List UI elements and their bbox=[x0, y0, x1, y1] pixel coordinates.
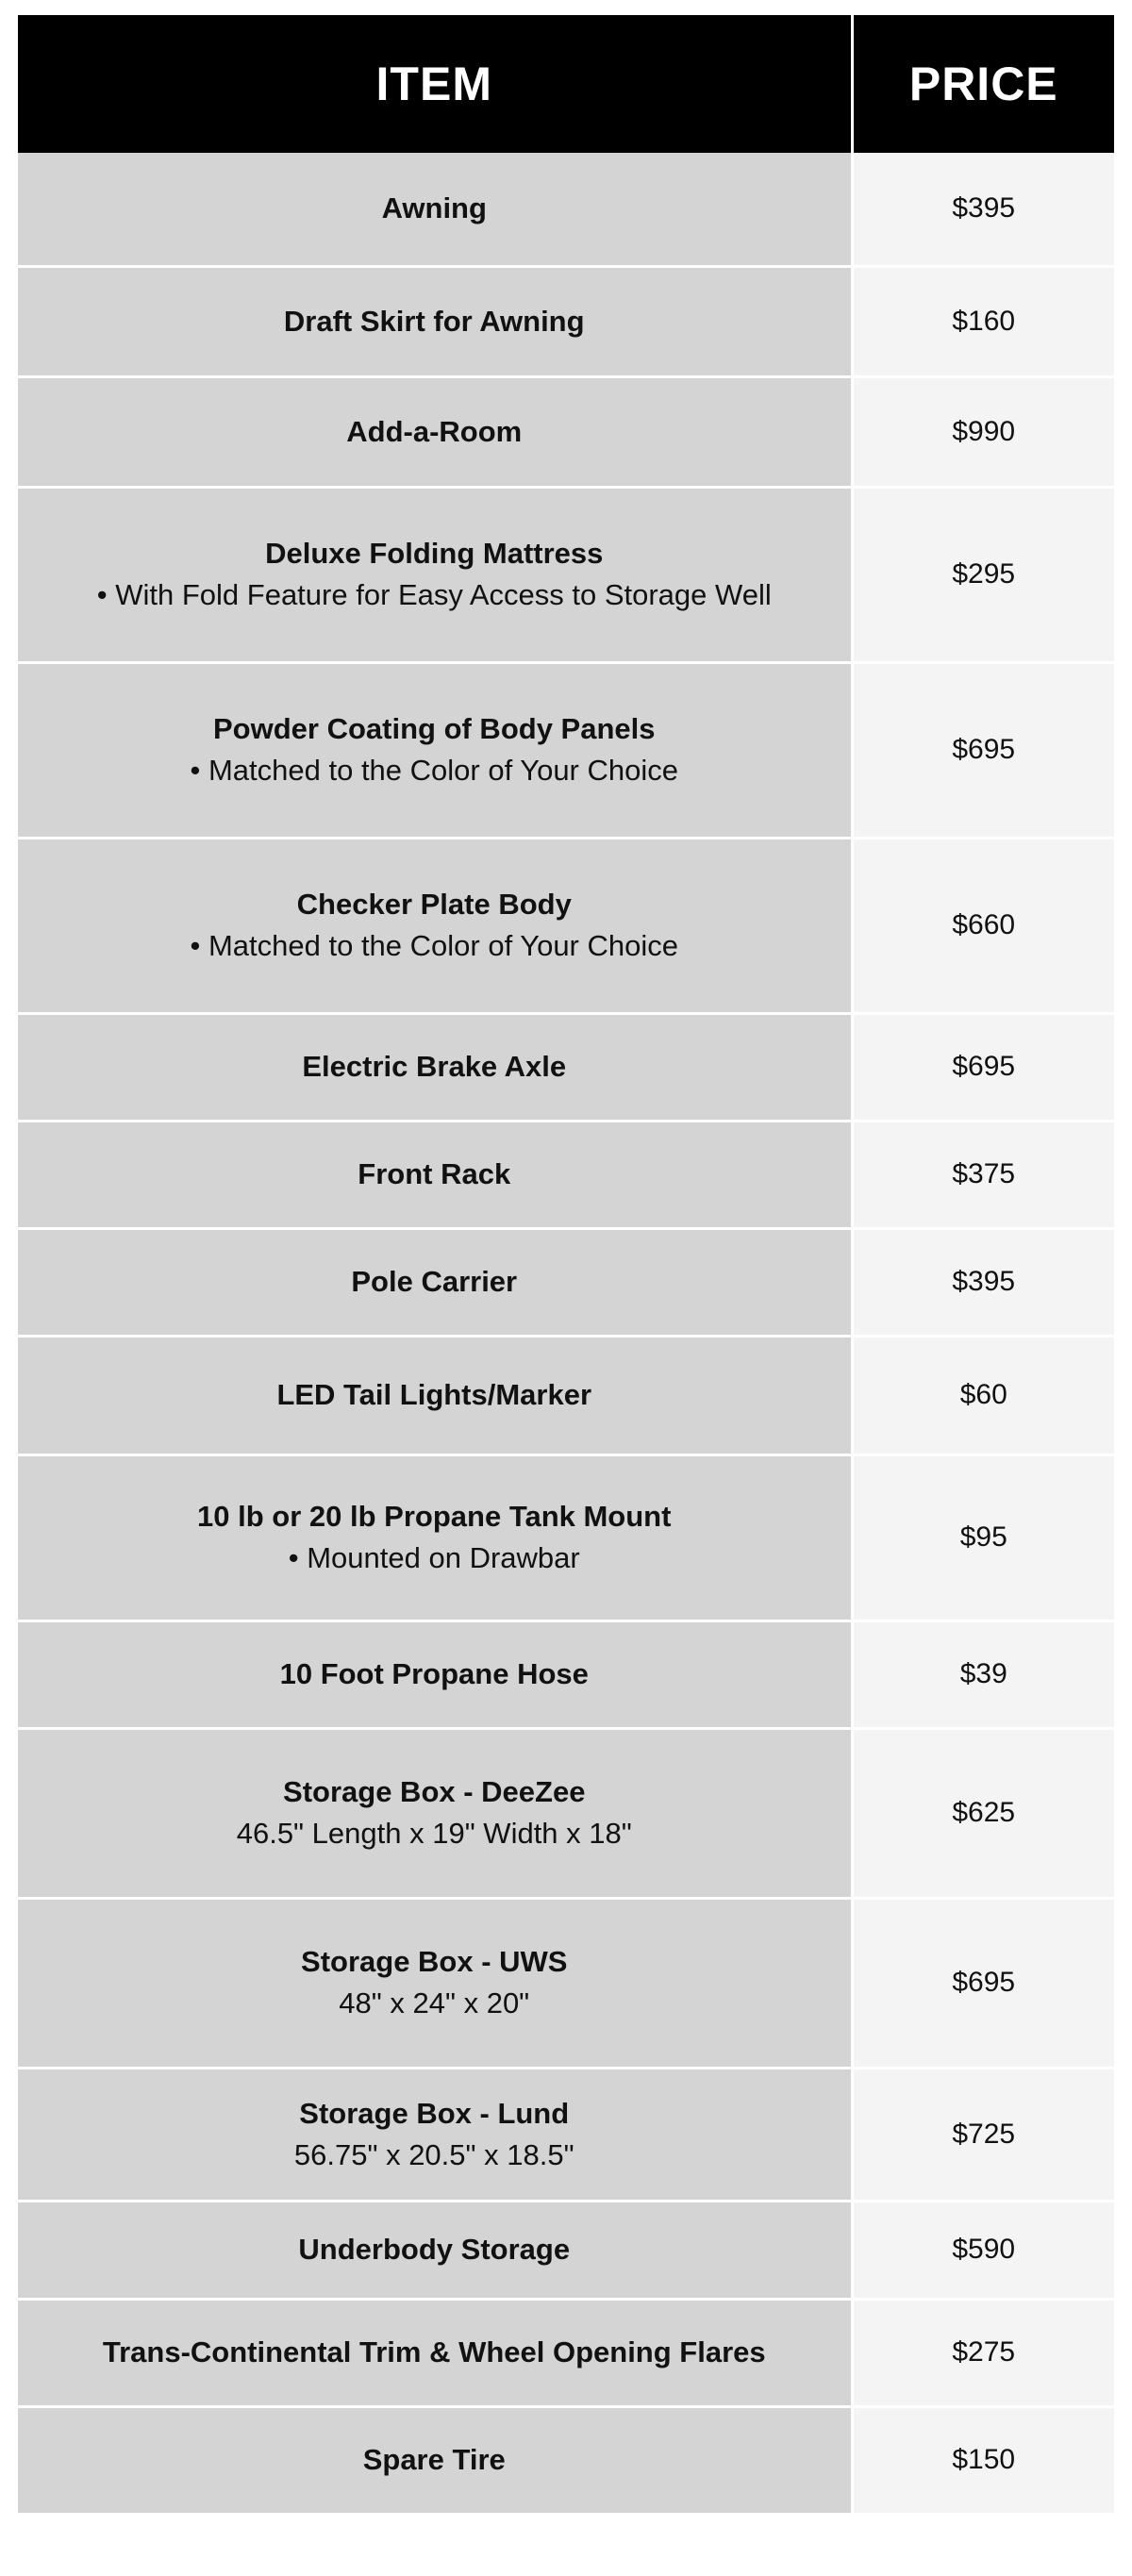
price-table bbox=[18, 15, 1114, 2516]
item-detail: 56.75" x 20.5" x 18.5" bbox=[293, 2137, 574, 2171]
price-cell: $39 bbox=[852, 1620, 1114, 1728]
price-cell: $295 bbox=[852, 487, 1114, 662]
item-name: Electric Brake Axle bbox=[302, 1050, 567, 1083]
table-row bbox=[18, 2299, 1114, 2406]
item-cell bbox=[18, 2299, 852, 2406]
item-cell bbox=[18, 838, 852, 1013]
price-cell: $395 bbox=[852, 153, 1114, 266]
price-cell: $695 bbox=[852, 1013, 1114, 1121]
item-cell bbox=[18, 1620, 852, 1728]
table-header bbox=[18, 15, 1114, 153]
table-row bbox=[18, 266, 1114, 376]
table-row bbox=[18, 2201, 1114, 2299]
table-row bbox=[18, 838, 1114, 1013]
item-name: Checker Plate Body bbox=[296, 888, 572, 921]
price-cell: $395 bbox=[852, 1228, 1114, 1336]
table-row bbox=[18, 376, 1114, 487]
item-name: Storage Box - Lund bbox=[299, 2096, 570, 2130]
table-row bbox=[18, 2068, 1114, 2201]
item-detail: 48" x 24" x 20" bbox=[339, 1986, 530, 2019]
price-cell: $990 bbox=[852, 376, 1114, 487]
table-row bbox=[18, 1336, 1114, 1454]
price-cell: $150 bbox=[852, 2406, 1114, 2514]
item-name: Draft Skirt for Awning bbox=[283, 304, 585, 338]
table-row bbox=[18, 662, 1114, 838]
price-cell: $60 bbox=[852, 1336, 1114, 1454]
price-cell: $590 bbox=[852, 2201, 1114, 2299]
item-detail: • Matched to the Color of Your Choice bbox=[190, 754, 678, 787]
price-cell: $95 bbox=[852, 1454, 1114, 1620]
item-cell bbox=[18, 1121, 852, 1228]
table-row bbox=[18, 1898, 1114, 2068]
price-cell: $660 bbox=[852, 838, 1114, 1013]
price-column-header: PRICE bbox=[852, 15, 1114, 153]
item-cell bbox=[18, 1454, 852, 1620]
item-detail: 46.5" Length x 19" Width x 18" bbox=[236, 1817, 632, 1850]
item-cell bbox=[18, 266, 852, 376]
item-name: 10 Foot Propane Hose bbox=[279, 1657, 589, 1690]
item-cell bbox=[18, 2201, 852, 2299]
table-row bbox=[18, 487, 1114, 662]
item-cell bbox=[18, 2406, 852, 2514]
price-cell: $695 bbox=[852, 662, 1114, 838]
header-row bbox=[18, 15, 1114, 153]
table-row bbox=[18, 1121, 1114, 1228]
price-cell: $695 bbox=[852, 1898, 1114, 2068]
item-cell bbox=[18, 1228, 852, 1336]
item-name: 10 lb or 20 lb Propane Tank Mount bbox=[197, 1500, 672, 1533]
price-cell: $275 bbox=[852, 2299, 1114, 2406]
item-cell bbox=[18, 1728, 852, 1898]
price-cell: $625 bbox=[852, 1728, 1114, 1898]
price-table-container bbox=[18, 15, 1114, 2516]
item-name: Front Rack bbox=[358, 1157, 511, 1190]
table-row bbox=[18, 1728, 1114, 1898]
item-name: Pole Carrier bbox=[351, 1265, 518, 1298]
table-row bbox=[18, 1620, 1114, 1728]
item-cell bbox=[18, 1898, 852, 2068]
item-name: Underbody Storage bbox=[298, 2233, 571, 2266]
item-cell bbox=[18, 1336, 852, 1454]
table-row bbox=[18, 153, 1114, 266]
item-name: Add-a-Room bbox=[346, 414, 523, 448]
table-body bbox=[18, 153, 1114, 2514]
price-cell: $375 bbox=[852, 1121, 1114, 1228]
item-name: Storage Box - UWS bbox=[301, 1945, 568, 1978]
item-name: Awning bbox=[381, 191, 487, 225]
item-name: Deluxe Folding Mattress bbox=[265, 537, 604, 570]
price-cell: $160 bbox=[852, 266, 1114, 376]
item-cell bbox=[18, 153, 852, 266]
item-cell bbox=[18, 662, 852, 838]
table-row bbox=[18, 2406, 1114, 2514]
item-cell bbox=[18, 487, 852, 662]
item-detail: • Mounted on Drawbar bbox=[288, 1541, 580, 1574]
item-cell bbox=[18, 1013, 852, 1121]
price-cell: $725 bbox=[852, 2068, 1114, 2201]
item-name: Trans-Continental Trim & Wheel Opening Flares bbox=[102, 2335, 766, 2368]
item-cell bbox=[18, 2068, 852, 2201]
item-name: LED Tail Lights/Marker bbox=[276, 1378, 592, 1411]
item-detail: • With Fold Feature for Easy Access to Storage Well bbox=[96, 578, 772, 611]
item-cell bbox=[18, 376, 852, 487]
table-row bbox=[18, 1013, 1114, 1121]
item-name: Spare Tire bbox=[362, 2443, 506, 2476]
item-name: Storage Box - DeeZee bbox=[283, 1775, 586, 1808]
table-row bbox=[18, 1454, 1114, 1620]
item-column-header: ITEM bbox=[18, 15, 852, 153]
table-row bbox=[18, 1228, 1114, 1336]
item-name: Powder Coating of Body Panels bbox=[213, 712, 656, 745]
item-detail: • Matched to the Color of Your Choice bbox=[190, 929, 678, 962]
